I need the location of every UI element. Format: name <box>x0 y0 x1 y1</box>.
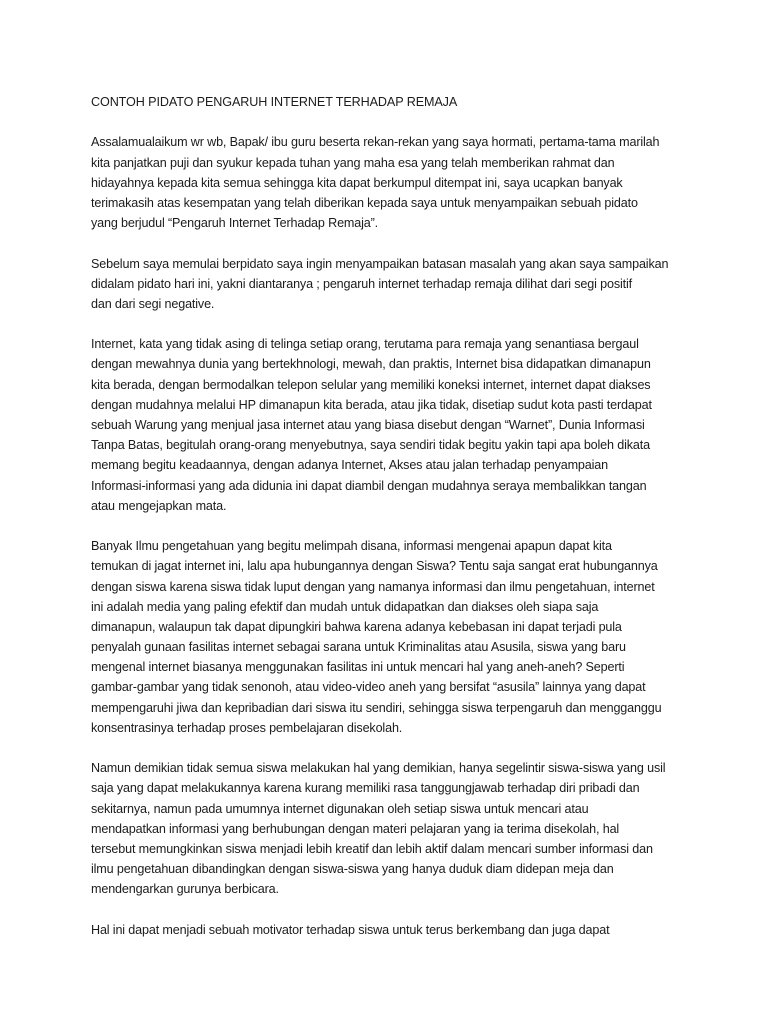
text-line: Namun demikian tidak semua siswa melakukan hal yang demikian, hanya segelintir siswa-siswa yang usil <box>91 761 666 776</box>
text-line: Sebelum saya memulai berpidato saya ingin menyampaikan batasan masalah yang akan saya sampaikan <box>91 256 669 271</box>
text-line: memang begitu keadaannya, dengan adanya Internet, Akses atau jalan terhadap penyampaian <box>91 458 608 473</box>
paragraph <box>91 132 691 233</box>
paragraph <box>91 920 691 940</box>
document-body <box>91 92 691 960</box>
text-line: Informasi-informasi yang ada didunia ini dapat diambil dengan mudahnya seraya membalikkan tangan <box>91 478 647 493</box>
paragraph <box>91 536 691 738</box>
paragraph <box>91 334 691 516</box>
document-title: CONTOH PIDATO PENGARUH INTERNET TERHADAP REMAJA <box>91 95 458 109</box>
paragraph <box>91 254 691 315</box>
text-line: kita panjatkan puji dan syukur kepada tuhan yang maha esa yang telah memberikan rahmat dan <box>91 155 615 170</box>
text-line: gambar-gambar yang tidak senonoh, atau video-video aneh yang bersifat “asusila” lainnya yang dapat <box>91 680 646 695</box>
text-line: konsentrasinya terhadap proses pembelajaran disekolah. <box>91 720 403 735</box>
text-line: penyalah gunaan fasilitas internet sebagai sarana untuk Kriminalitas atau Asusila, siswa yang baru <box>91 640 626 655</box>
text-line: kita berada, dengan bermodalkan telepon selular yang memiliki koneksi internet, internet dapat diakses <box>91 377 651 392</box>
text-line: dan dari segi negative. <box>91 296 215 311</box>
text-line: ini adalah media yang paling efektif dan mudah untuk didapatkan dan diakses oleh siapa saja <box>91 599 599 614</box>
text-line: Assalamualaikum wr wb, Bapak/ ibu guru beserta rekan-rekan yang saya hormati, pertama-tama marilah <box>91 135 660 150</box>
text-line: dengan mudahnya melalui HP dimanapun kita berada, atau jika tidak, disetiap sudut kota pasti terdapat <box>91 397 652 412</box>
paragraph-list <box>91 132 691 940</box>
text-line: terimakasih atas kesempatan yang telah diberikan kepada saya untuk menyampaikan sebuah pidato <box>91 195 638 210</box>
text-line: tersebut memungkinkan siswa menjadi lebih kreatif dan lebih aktif dalam mencari sumber informasi dan <box>91 841 653 856</box>
text-line: Internet, kata yang tidak asing di telinga setiap orang, terutama para remaja yang senantiasa bergaul <box>91 337 639 352</box>
text-line: Hal ini dapat menjadi sebuah motivator terhadap siswa untuk terus berkembang dan juga dapat <box>91 922 610 937</box>
text-line: mengenal internet biasanya menggunakan fasilitas ini untuk mencari hal yang aneh-aneh? Seperti <box>91 660 625 675</box>
text-line: sebuah Warung yang menjual jasa internet atau yang biasa disebut dengan “Warnet”, Dunia Informasi <box>91 418 645 433</box>
text-line: sekitarnya, namun pada umumnya internet digunakan oleh setiap siswa untuk mencari atau <box>91 801 589 816</box>
text-line: yang berjudul “Pengaruh Internet Terhadap Remaja”. <box>91 216 379 231</box>
paragraph <box>91 758 691 899</box>
text-line: dengan siswa karena siswa tidak luput dengan yang namanya informasi dan ilmu pengetahuan, internet <box>91 579 655 594</box>
text-line: mempengaruhi jiwa dan kepribadian dari siswa itu sendiri, sehingga siswa terpengaruh dan mengganggu <box>91 700 662 715</box>
text-line: Tanpa Batas, begitulah orang-orang menyebutnya, saya sendiri tidak begitu yakin tapi apa boleh dikata <box>91 438 650 453</box>
text-line: dengan mewahnya dunia yang bertekhnologi, mewah, dan praktis, Internet bisa didapatkan dimanapun <box>91 357 651 372</box>
text-line: saja yang dapat melakukannya karena kurang memiliki rasa tanggungjawab terhadap diri pribadi dan <box>91 781 640 796</box>
text-line: temukan di jagat internet ini, lalu apa hubungannya dengan Siswa? Tentu saja sangat erat hubungannya <box>91 559 658 574</box>
text-line: atau mengejapkan mata. <box>91 498 227 513</box>
text-line: dimanapun, walaupun tak dapat dipungkiri bahwa karena adanya kebebasan ini dapat terjadi pula <box>91 619 622 634</box>
text-line: ilmu pengetahuan dibandingkan dengan siswa-siswa yang hanya duduk diam didepan meja dan <box>91 862 614 877</box>
text-line: Banyak Ilmu pengetahuan yang begitu melimpah disana, informasi mengenai apapun dapat kita <box>91 539 612 554</box>
text-line: hidayahnya kepada kita semua sehingga kita dapat berkumpul ditempat ini, saya ucapkan banyak <box>91 175 623 190</box>
text-line: mendengarkan gurunya berbicara. <box>91 882 279 897</box>
text-line: mendapatkan informasi yang berhubungan dengan materi pelajaran yang ia terima disekolah, hal <box>91 821 620 836</box>
text-line: didalam pidato hari ini, yakni diantaranya ; pengaruh internet terhadap remaja dilihat dari segi positif <box>91 276 632 291</box>
